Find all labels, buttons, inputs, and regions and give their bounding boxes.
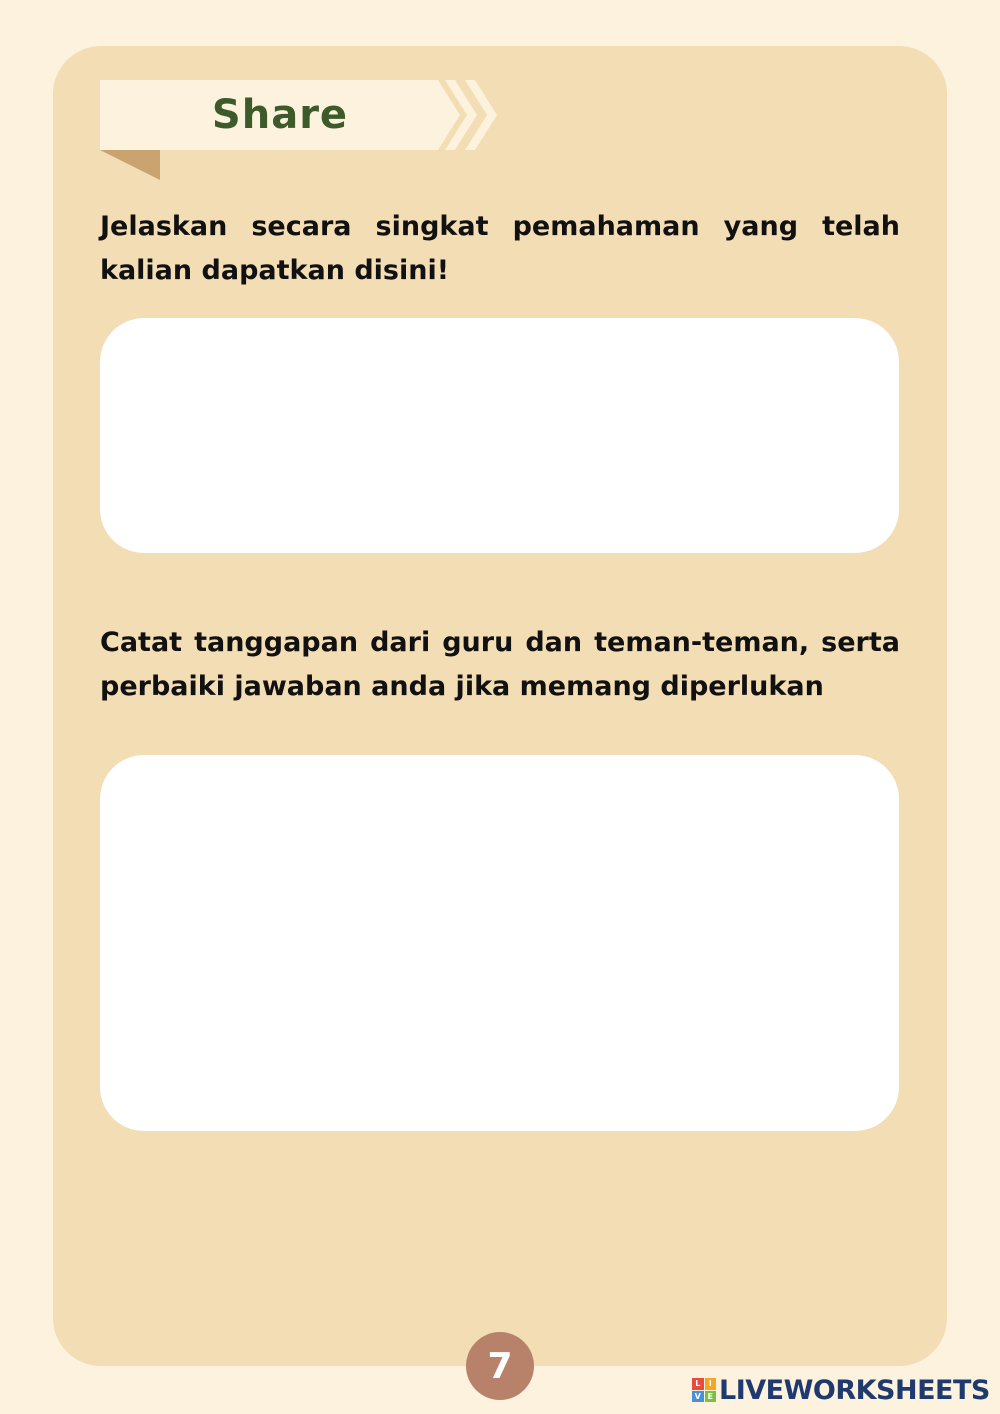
liveworksheets-logo-icon: L I V E (692, 1378, 716, 1402)
ribbon-fold (100, 150, 160, 180)
liveworksheets-brand (692, 1373, 990, 1407)
answer-1-input[interactable] (100, 318, 899, 553)
section-title: Share (211, 92, 349, 138)
answer-2-input[interactable] (100, 755, 899, 1131)
brand-name: LIVEWORKSHEETS (719, 1374, 990, 1406)
question-2-text: Catat tanggapan dari guru dan teman-teman, serta perbaiki jawaban anda jika memang diperlukan (100, 627, 900, 702)
page-number-badge: 7 (466, 1332, 534, 1400)
question-1-text: Jelaskan secara singkat pemahaman yang telah kalian dapatkan disini! (100, 211, 900, 286)
